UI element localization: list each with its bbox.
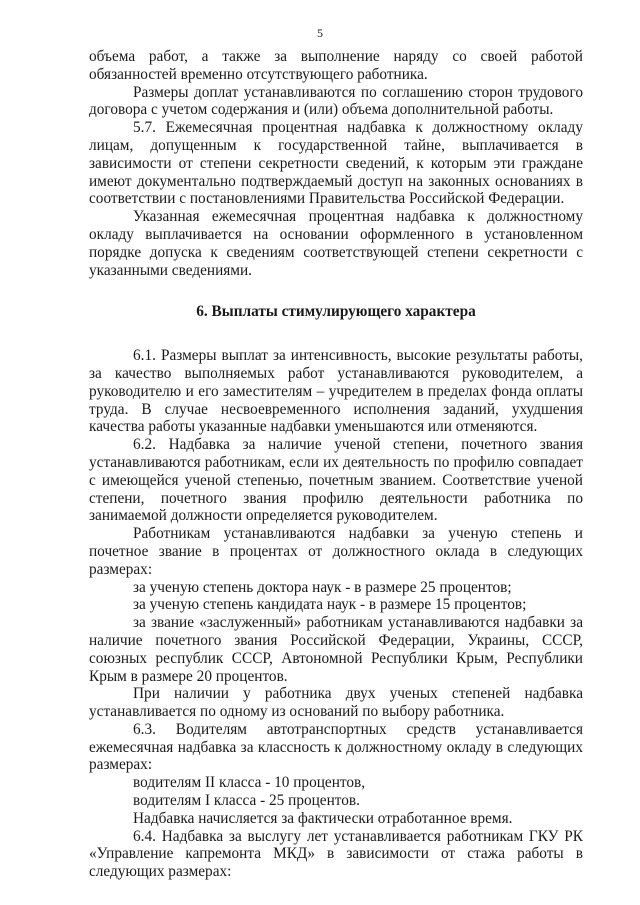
paragraph-6-2: 6.2. Надбавка за наличие ученой степени, почетного звания устанавливаются работникам, если их деятельность по профилю совпадает с имеющейся ученой степенью, почетным званием. Соответствие ученой степени, почетного звания профилю деятельности работника по занимаемой должности определяется руководителем. xyxy=(89,436,583,525)
paragraph-5-7-note: Указанная ежемесячная процентная надбавка к должностному окладу выплачивается на основании оформленного в установленном порядке допуска к сведениям соответствующей степени секретности с указанными сведениями. xyxy=(89,208,583,279)
list-item-candidate: за ученую степень кандидата наук - в размере 15 процентов; xyxy=(133,596,527,614)
paragraph-5-7: 5.7. Ежемесячная процентная надбавка к должностному окладу лицам, допущенным к государственной тайне, выплачивается в зависимости от степени секретности сведений, к которым эти граждане имеют документально подтверждаемый доступ на законных основаниях в соответствии с постановлениями Правительства Российской Федерации. xyxy=(89,119,583,208)
page-number: 5 xyxy=(317,26,323,40)
list-item-doctor: за ученую степень доктора наук - в размере 25 процентов; xyxy=(133,578,512,596)
list-item-class-1: водителям I класса - 25 процентов. xyxy=(133,792,360,810)
paragraph-honored-title: за звание «заслуженный» работникам устанавливаются надбавки за наличие почетного звания Российской Федерации, Украины, СССР, союзных республик СССР, Автономной Республики Крым, Республики Крым в размере 20 процентов. xyxy=(89,614,583,685)
list-item-class-2: водителям II класса - 10 процентов, xyxy=(133,774,366,792)
paragraph-academic-bonus: Работникам устанавливаются надбавки за ученую степень и почетное звание в процентах от должностного оклада в следующих размерах: xyxy=(89,525,583,578)
paragraph-worked-time: Надбавка начисляется за фактически отработанное время. xyxy=(133,809,513,827)
paragraph-supplement-sizes: Размеры доплат устанавливаются по соглашению сторон трудового договора с учетом содержания и (или) объема дополнительной работы. xyxy=(89,83,583,119)
paragraph-6-3: 6.3. Водителям автотранспортных средств устанавливается ежемесячная надбавка за классность к должностному окладу в следующих размерах: xyxy=(89,720,583,774)
section-heading: 6. Выплаты стимулирующего характера xyxy=(196,303,476,321)
paragraph-6-4: 6.4. Надбавка за выслугу лет устанавливается работникам ГКУ РК «Управление капремонта МКД» в зависимости от стажа работы в следующих размерах: xyxy=(89,827,583,881)
paragraph-continuation: объема работ, а также за выполнение наряду со своей работой обязанностей временно отсутствующего работника. xyxy=(89,48,583,83)
paragraph-6-1: 6.1. Размеры выплат за интенсивность, высокие результаты работы, за качество выполняемых работ устанавливаются руководителем, а руководителю и его заместителям – учредителем в пределах фонда оплаты труда. В случае несвоевременного исполнения заданий, ухудшения качества работы указанные надбавки уменьшаются или отменяются. xyxy=(89,347,583,436)
document-body xyxy=(89,48,583,881)
paragraph-two-degrees: При наличии у работника двух ученых степеней надбавка устанавливается по одному из оснований по выбору работника. xyxy=(89,685,583,721)
